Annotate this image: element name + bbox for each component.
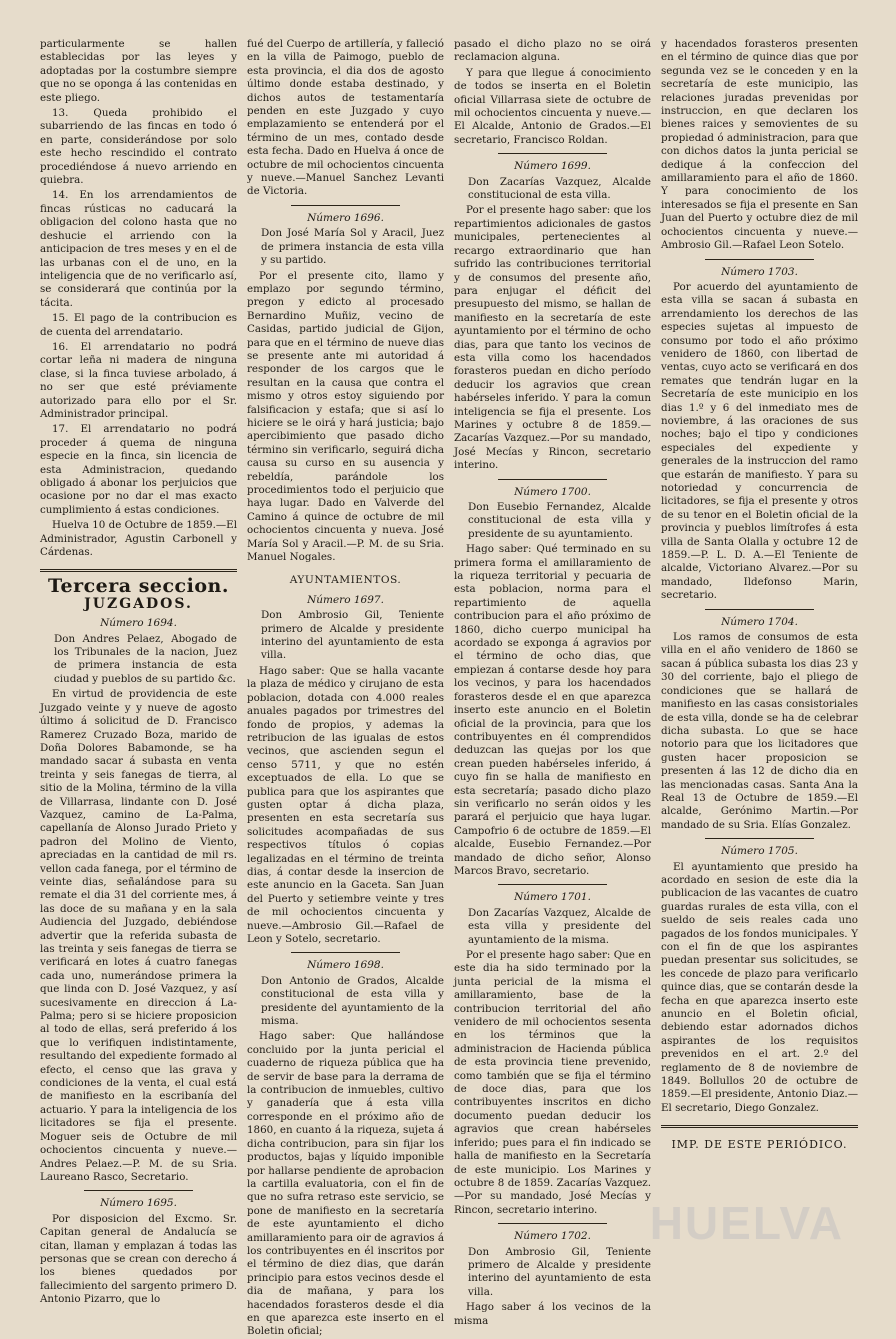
notice-number: Número 1703.	[721, 265, 798, 278]
printer-imprint: IMP. DE ESTE PERIÓDICO.	[671, 1138, 848, 1152]
notice-body: Por acuerdo del ayuntamiento de esta villa se sacan á subasta en arrendamiento los derechos de las especies sujetas al impuesto de consumo por todo el año próximo venidero de 1860, con libertad de ventas, cuyo acto se verificará en dos remates que tendrán lugar en la Secretaría de este municipio en los dias 1.º y 6 del inmediato mes de noviembre, á las oraciones de sus noches; bajo el tipo y condiciones especiales del expediente y generales de la instruccion del ramo que estarán de manifiesto. Y para su notoriedad y concurrencia de licitadores, se fija el presente y otros de su tenor en el Boletin oficial de la provincia y pueblos limítrofes á esta villa de Santa Olalla y octubre 12 de 1859.—P. L. D. A.—El Teniente de alcalde, Victoriano Alvarez.—Por su mandado, Ildefonso Marin, secretario.	[661, 280, 858, 602]
notice-number: Número 1705.	[721, 845, 798, 858]
paragraph: Y para que llegue á conocimiento de todos se inserta en el Boletin oficial Villarrasa siete de octubre de mil ochocientos cincuenta y nueve.—El Alcalde, Antonio de Grados.—El secretario, Francisco Roldan.	[454, 66, 651, 146]
notice-number: Número 1704.	[721, 615, 798, 628]
notice-number: Número 1700.	[514, 485, 591, 498]
notice-header: Don Ambrosio Gil, Teniente primero de Alcalde y presidente interino del ayuntamiento de esta villa.	[261, 609, 444, 662]
divider	[291, 952, 399, 953]
condition-15: 15. El pago de la contribucion es de cuenta del arrendatario.	[40, 312, 237, 338]
column-3	[454, 38, 651, 1327]
notice-body: Por el presente hago saber: Que en este dia ha sido terminado por la junta pericial de la misma el amillaramiento, base de la contribucion territorial del año venidero de mil ochocientos sesenta en los términos que la administracion de Hacienda pública de esta provincia tiene prevenido, como también que se fija el término de doce dias, para que los contribuyentes inscritos en dicho documento puedan deducir los agravios que crean habérseles inferido; pues para el fin indicado se halla de manifiesto en la Secretaría de este municipio. Los Marines y octubre 8 de 1859. Zacarías Vazquez.—Por su mandado, José Mecías y Rincon, secretario interino.	[454, 949, 651, 1216]
divider	[498, 153, 606, 154]
notice-body: Por disposicion del Excmo. Sr. Capitan general de Andalucía se citan, llaman y emplazan á todas las personas que se crean con derecho á los bienes quedados por fallecimiento del sargento primero D. Antonio Pizarro, que lo	[40, 1212, 237, 1306]
column-2	[247, 38, 444, 1338]
condition-13: 13. Queda prohibido el subarriendo de las fincas en todo ó en parte, considerándose por solo este hecho rescindido el contrato procediéndose á nuevo arriendo en quiebra.	[40, 107, 237, 187]
divider	[498, 1223, 606, 1224]
notice-number: Número 1696.	[307, 211, 384, 224]
notice-number: Número 1695.	[100, 1197, 177, 1210]
notice-body: Los ramos de consumos de esta villa en el año venidero de 1860 se sacan á pública subasta los dias 23 y 30 del corriente, bajo el pliego de condiciones que se hallará de manifiesto en las casas consistoriales de esta villa, donde se ha de celebrar dicha subasta. Lo que se hace notorio para que los licitadores que gusten hacer proposicion se presenten á las 12 de dicho dia en las mencionadas casas. Santa Ana la Real 13 de Octubre de 1859.—El alcalde, Gerónimo Martin.—Por mandado de su Sria. Elías Gonzalez.	[661, 631, 858, 831]
divider	[705, 838, 813, 839]
notice-header: Don Andres Pelaez, Abogado de los Tribunales de la nacion, Juez de primera instancia de esta ciudad y pueblos de su partido &c.	[54, 632, 237, 685]
notice-header: Don José María Sol y Aracil, Juez de primera instancia de esta villa y su partido.	[261, 227, 444, 267]
notice-number: Número 1698.	[307, 959, 384, 972]
divider	[498, 884, 606, 885]
notice-header: Don Eusebio Fernandez, Alcalde constitucional de esta villa y presidente de su ayuntamiento.	[468, 501, 651, 540]
paragraph: pasado el dicho plazo no se oirá reclamacion alguna.	[454, 38, 651, 64]
notice-body: El ayuntamiento que presido ha acordado en sesion de este dia la publicacion de las vacantes de cuatro guardas rurales de esta villa, con el sueldo de seis reales cada uno pagados de los fondos municipales. Y con el fin de que los aspirantes puedan presentar sus solicitudes, se les concede de plazo para verificarlo quince dias, que se contarán desde la fecha en que aparezca inserto este anuncio en el Boletin oficial, debiendo estar adornados dichos aspirantes de los requisitos prevenidos en el art. 2.º del reglamento de 8 de noviembre de 1849. Bollullos 20 de octubre de 1859.—El presidente, Antonio Diaz.—El secretario, Diego Gonzalez.	[661, 860, 858, 1114]
end-divider	[661, 1125, 858, 1128]
notice-header: Don Zacarías Vazquez, Alcalde constitucional de esta villa.	[468, 175, 651, 202]
notice-body: Hago saber: Que se halla vacante la plaza de médico y cirujano de esta poblacion, dotada con 4.000 reales anuales pagados por trimestres del fondo de propios, y ademas la retribucion de las igualas de estos vecinos, que ascienden segun el censo 5711, y que no estén exceptuados de ella. Lo que se publica para que los aspirantes que gusten optar á dicha plaza, presenten en esta secretaría sus solicitudes acompañadas de sus respectivos títulos ó copias legalizadas en el término de treinta dias, á contar desde la insercion de este anuncio en la Gaceta. San Juan del Puerto y setiembre veinte y tres de mil ochocientos cincuenta y nueve.—Ambrosio Gil.—Rafael de Leon y Sotelo, secretario.	[247, 664, 444, 945]
notice-header: Don Antonio de Grados, Alcalde constitucional de esta villa y presidente del ayuntamiento de la misma.	[261, 974, 444, 1028]
notice-header: Don Zacarías Vazquez, Alcalde de esta villa y presidente del ayuntamiento de la misma.	[468, 906, 651, 946]
divider	[84, 1190, 192, 1191]
notice-number: Número 1701.	[514, 891, 591, 904]
paragraph: y hacendados forasteros presenten en el término de quince dias que por segunda vez se le conceden y en la secretaría de este municipio, las relaciones juradas prevenidas por instruccion, en que declaren los bienes raices y semovientes de su propiedad ó administracion, para que con dichos datos la junta pericial se dedique á la confeccion del amillaramiento para el año de 1860. Y para conocimiento de los interesados se fija el presente en San Juan del Puerto y octubre diez de mil ochocientos cincuenta y nueve.—Ambrosio Gil.—Rafael Leon Sotelo.	[661, 38, 858, 252]
condition-14: 14. En los arrendamientos de fincas rústicas no caducará la obligacion del colono hasta que no deshucie el arriendo con la anticipacion de tres meses y en el de las urbanas con el de uno, en la inteligencia que de no verificarlo así, se considerará que continúa por la tácita.	[40, 189, 237, 309]
notice-number: Número 1694.	[100, 617, 177, 630]
column-4	[661, 38, 858, 1262]
notice-number: Número 1702.	[514, 1230, 591, 1243]
notice-body: Hago saber: Qué terminado en su primera forma el amillaramiento de la riqueza territorial y pecuaria de esta poblacion, norma para el repartimiento de aquella contribucion para el año próximo de 1860, dicho cuerpo municipal ha acordado se exponga á agravios por el término de ocho dias, que empiezan á contarse desde hoy para los vecinos, y para los hacendados forasteros desde el en que aparezca inserto este anuncio en el Boletin oficial de la provincia, para que los contribuyentes en él comprendidos deduzcan las quejas por los que crean pueden habérseles inferido, á cuyo fin se halla de manifiesto en esta secretaría; pasado dicho plazo sin verificarlo no serán oidos y les parará el perjuicio que haya lugar. Campofrio 6 de octubre de 1859.—El alcalde, Eusebio Fernandez.—Por mandado de dicho señor, Alonso Marcos Bravo, secretario.	[454, 543, 651, 877]
divider	[498, 479, 606, 480]
notice-body: Hago saber: Que hallándose concluido por la junta pericial el cuaderno de riqueza pública que ha de servir de base para la derrama de la contribucion de inmuebles, cultivo y ganadería que á esta villa corresponde en el próximo año de 1860, en cuanto á la riqueza, sujeta á dicha contribucion, para sin fijar los productos, bajas y líquido imponible por hallarse pendiente de aprobacion la cartilla evaluatoria, con el fin de que no sufra retraso este servicio, se pone de manifiesto en la secretaría de este ayuntamiento el dicho amillaramiento para oir de agravios á los contribuyentes en él inscritos por el término de diez dias, que darán principio para estos vecinos desde el dia de mañana, y para los hacendados forasteros desde el dia en que aparezca este inserto en el Boletin oficial;	[247, 1030, 444, 1338]
column-1	[40, 38, 237, 1306]
ayuntamientos-heading: AYUNTAMIENTOS.	[289, 574, 402, 587]
notice-number: Número 1697.	[307, 593, 384, 606]
section-title: Tercera seccion.	[48, 575, 229, 598]
archive-watermark-logo: HUELVA	[649, 1197, 844, 1249]
notice-header: Don Ambrosio Gil, Teniente primero de Alcalde y presidente interino del ayuntamiento de esta villa.	[468, 1245, 651, 1298]
divider	[291, 205, 399, 206]
signature-block: Huelva 10 de Octubre de 1859.—El Administrador, Agustin Carbonell y Cárdenas.	[40, 519, 237, 559]
juzgados-heading: JUZGADOS.	[84, 595, 193, 612]
condition-17: 17. El arrendatario no podrá proceder á quema de ninguna especie en la finca, sin licencia de esta Administracion, quedando obligado á abonar los perjuicios que ocasione por no dar el mas exacto cumplimiento á estas condiciones.	[40, 423, 237, 516]
notice-body: Por el presente hago saber: que los repartimientos adicionales de gastos municipales, pertenecientes al recargo extraordinario que han sufrido las contribuciones territorial y de consumos del presente año, para enjugar el déficit del presupuesto del mismo, se hallan de manifiesto en la secretaría de este ayuntamiento por el término de ocho dias, para que tanto los vecinos de esta villa como los hacendados forasteros puedan en dicho período deducir los agravios que crean habérseles inferido. Y para la comun inteligencia se fija el presente. Los Marines y octubre 8 de 1859.—Zacarías Vazquez.—Por su mandado, José Mecías y Rincon, secretario interino.	[454, 204, 651, 472]
divider	[705, 609, 813, 610]
notice-body: Hago saber á los vecinos de la misma	[454, 1301, 651, 1327]
section-divider	[40, 569, 237, 572]
notice-number: Número 1699.	[514, 160, 591, 173]
paragraph: particularmente se hallen establecidas por las leyes y adoptadas por la costumbre siempre que no se oponga á las contenidas en este pliego.	[40, 38, 237, 104]
divider	[705, 259, 813, 260]
notice-body: En virtud de providencia de este Juzgado veinte y y nueve de agosto último á solicitud de D. Francisco Ramerez Cruzado Boza, marido de Doña Dolores Babamonde, se ha mandado sacar á subasta en venta treinta y seis fanegas de tierra, al sitio de la Molina, término de la villa de Villarrasa, lindante con D. José Vazquez, camino de La-Palma, capellanía de Alonso Jurado Prieto y padron del Molino de Viento, apreciadas en la cantidad de mil rs. vellon cada fanega, por el término de veinte dias, señalándose para su remate el dia 31 del corriente mes, á las doce de su mañana y en la sala Audiencia del Juzgado, debiéndose advertir que la referida subasta de las treinta y seis fanegas de tierra se verificará en lotes á cuatro fanegas cada uno, numerándose primera la que linda con D. José Vazquez, y así sucesivamente en direccion á La-Palma; pero si se hiciere proposicion al todo de ellas, será preferido á los que lo verifiquen indistintamente, resultando del expediente formado al efecto, el censo que las grava y condiciones de la venta, el cual está de manifiesto en la escribanía del actuario. Y para la inteligencia de los licitadores se fija el presente. Moguer seis de Octubre de mil ochocientos cincuenta y nueve.—Andres Pelaez.—P. M. de su Sria. Laureano Rasco, Secretario.	[40, 688, 237, 1183]
paragraph: fué del Cuerpo de artillería, y falleció en la villa de Paimogo, pueblo de esta provincia, el dia dos de agosto último donde estaba destinado, y dichos autos de testamentaría penden en este Juzgado y cuyo emplazamiento se entenderá por el término de un mes, contado desde esta fecha. Dado en Huelva á once de octubre de mil ochocientos cincuenta y nueve.—Manuel Sanchez Levanti de Victoria.	[247, 38, 444, 198]
notice-body: Por el presente cito, llamo y emplazo por segundo término, pregon y edicto al procesado Bernardino Muñiz, vecino de Casidas, partido judicial de Gijon, para que en el término de nueve dias se presente ante mi autoridad á responder de los cargos que le resultan en la causa que contra el mismo y otros estoy siguiendo por falsificacion y estafa; que si así lo hiciere se le oirá y hará justicia; bajo apercibimiento que pasado dicho término sin verificarlo, seguirá dicha causa su curso en su ausencia y rebeldía, parándole los procedimientos todo el perjuicio que haya lugar. Dado en Valverde del Camino á quince de octubre de mil ochocientos cincuenta y nueva. José María Sol y Aracil.—P. M. de su Sria. Manuel Nogales.	[247, 269, 444, 564]
condition-16: 16. El arrendatario no podrá cortar leña ni madera de ninguna clase, si la finca tuviese arbolado, á no ser que esté préviamente autorizado para ello por el Sr. Administrador principal.	[40, 340, 237, 420]
